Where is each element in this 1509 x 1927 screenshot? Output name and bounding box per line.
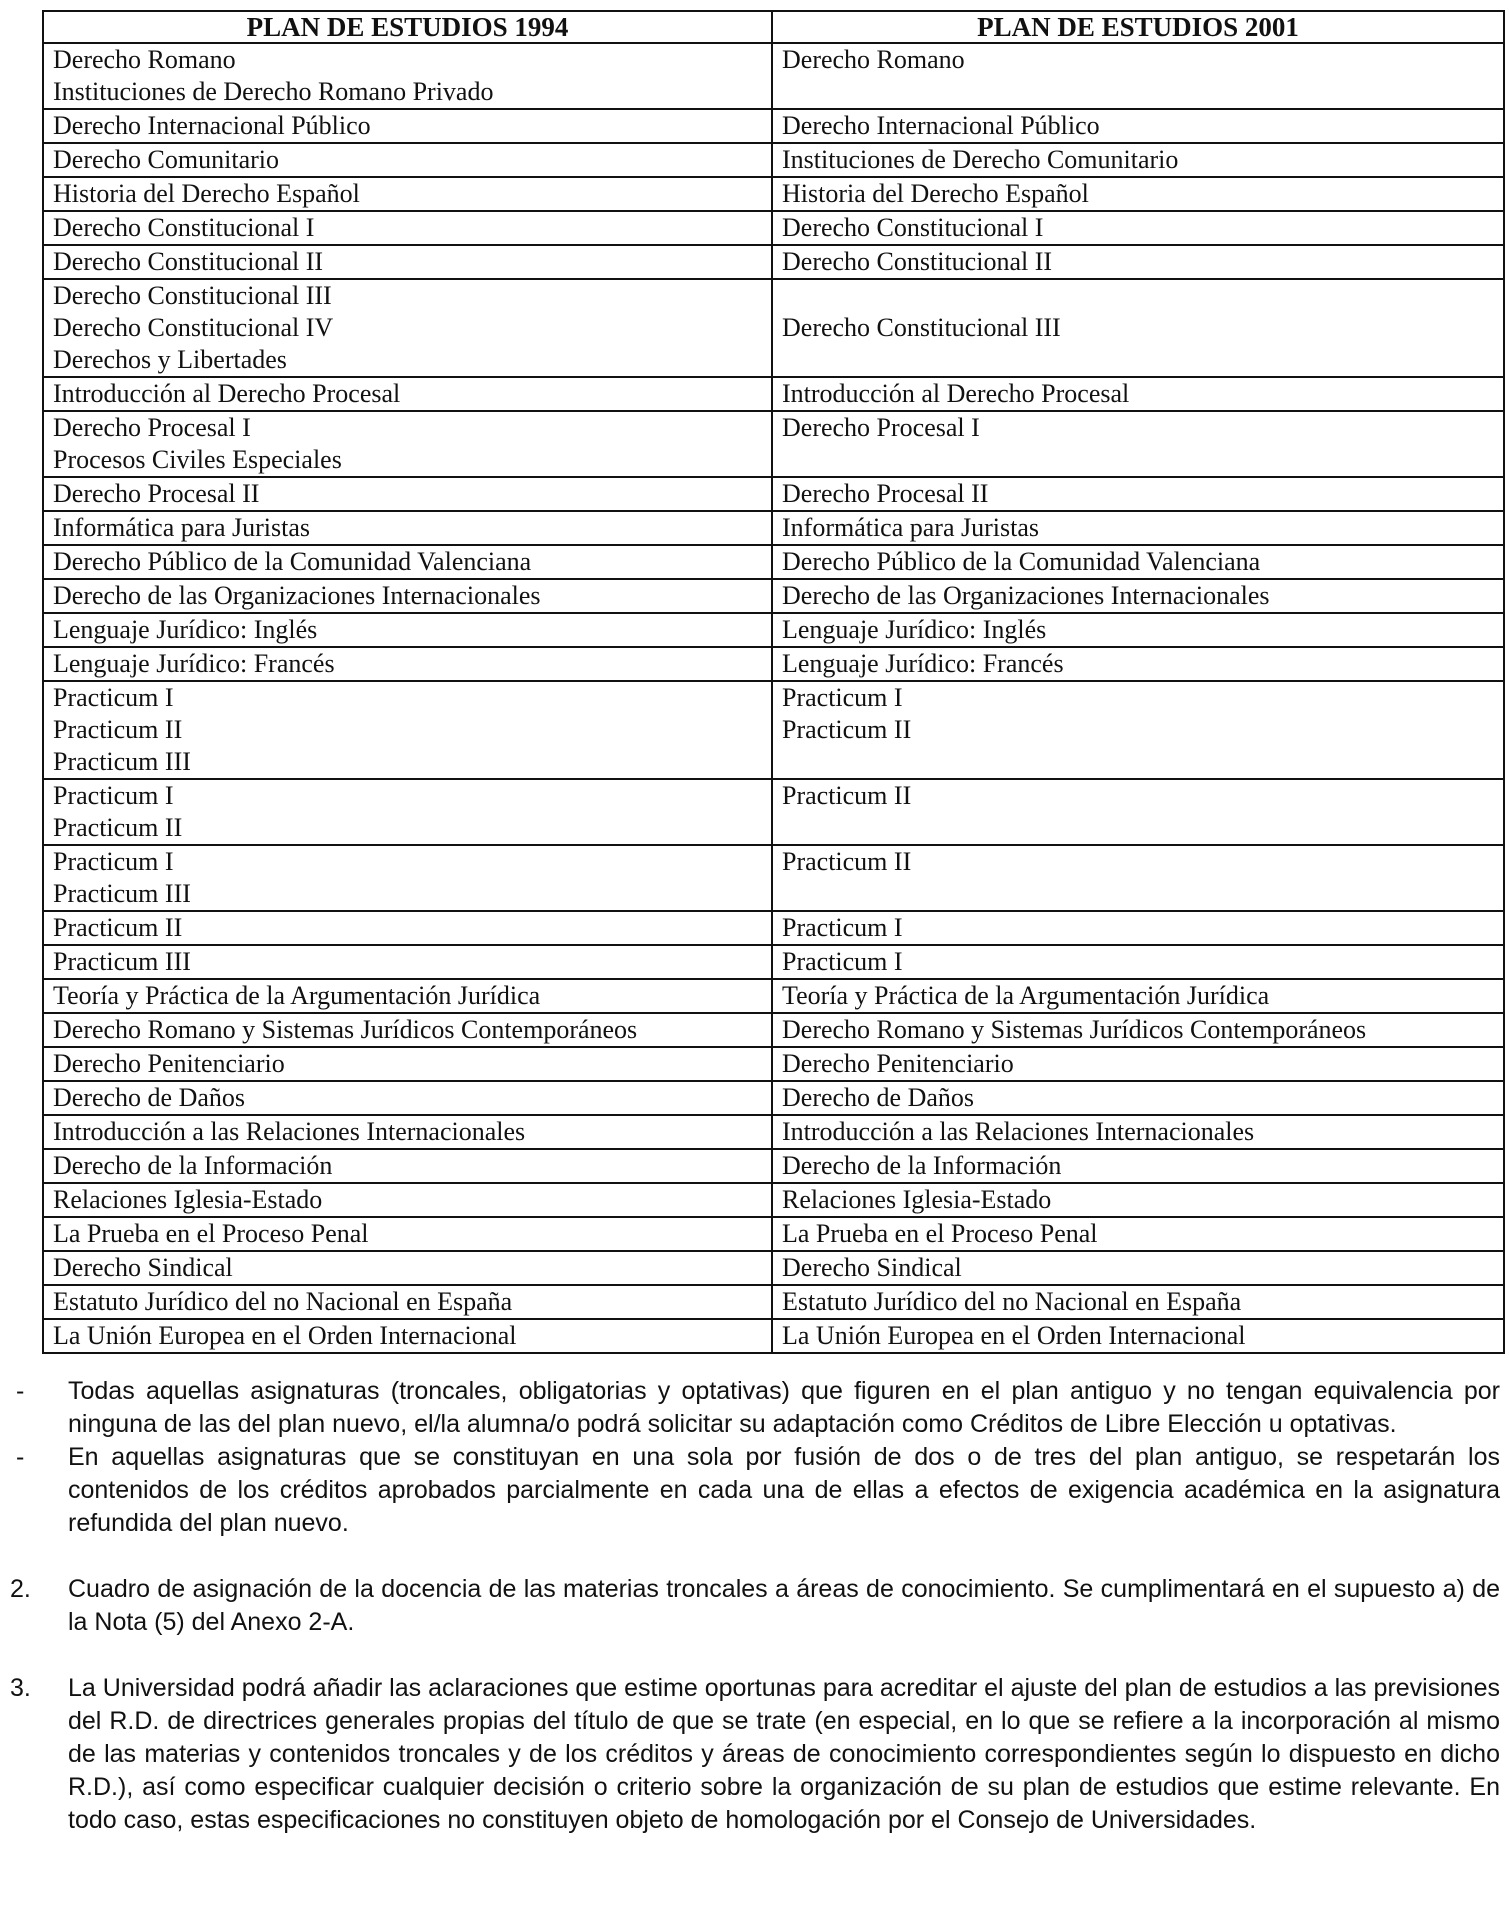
cell-plan-2001 bbox=[772, 143, 1504, 177]
cell-line: Practicum II bbox=[782, 715, 912, 744]
cell-plan-1994 bbox=[43, 545, 772, 579]
cell-plan-1994 bbox=[43, 1183, 772, 1217]
cell-plan-2001 bbox=[772, 109, 1504, 143]
cell-plan-1994 bbox=[43, 1251, 772, 1285]
cell-plan-2001 bbox=[772, 1149, 1504, 1183]
cell-plan-2001 bbox=[772, 613, 1504, 647]
cell-line: Practicum II bbox=[782, 847, 912, 876]
cell-plan-2001 bbox=[772, 945, 1504, 979]
cell-plan-1994 bbox=[43, 613, 772, 647]
cell-line: Lenguaje Jurídico: Inglés bbox=[53, 615, 318, 644]
cell-line: Lenguaje Jurídico: Inglés bbox=[782, 615, 1047, 644]
cell-line: Derecho de Daños bbox=[53, 1083, 246, 1112]
cell-plan-1994 bbox=[43, 211, 772, 245]
cell-line: Derecho Romano bbox=[53, 45, 236, 74]
cell-plan-1994 bbox=[43, 1081, 772, 1115]
cell-plan-2001 bbox=[772, 681, 1504, 779]
cell-plan-1994 bbox=[43, 681, 772, 779]
cell-plan-2001 bbox=[772, 1047, 1504, 1081]
notes-section bbox=[10, 1375, 1500, 1837]
cell-plan-1994 bbox=[43, 647, 772, 681]
note-text: Todas aquellas asignaturas (troncales, obligatorias y optativas) que figuren en el plan antiguo y no tengan equivalencia por ninguna de las del plan nuevo, el/la alumna/o podrá solicitar su adaptación como Créditos de Libre Elección u optativas. bbox=[68, 1377, 1500, 1438]
cell-line: Derecho Penitenciario bbox=[782, 1049, 1014, 1078]
table-row bbox=[43, 1115, 1504, 1149]
table-row bbox=[43, 477, 1504, 511]
cell-plan-2001 bbox=[772, 1251, 1504, 1285]
cell-line: Introducción al Derecho Procesal bbox=[53, 379, 401, 408]
cell-line: Practicum I bbox=[782, 683, 903, 712]
table-row bbox=[43, 211, 1504, 245]
cell-plan-2001 bbox=[772, 579, 1504, 613]
cell-plan-2001 bbox=[772, 647, 1504, 681]
cell-line: Derecho Romano y Sistemas Jurídicos Contemporáneos bbox=[782, 1015, 1367, 1044]
note-marker: - bbox=[16, 1443, 25, 1471]
cell-line: Derecho Sindical bbox=[53, 1253, 233, 1282]
cell-plan-2001 bbox=[772, 845, 1504, 911]
table-row bbox=[43, 1319, 1504, 1353]
table-row bbox=[43, 1081, 1504, 1115]
note-text: Cuadro de asignación de la docencia de las materias troncales a áreas de conocimiento. Se cumplimentará en el supuesto a) de la Nota (5) del Anexo 2-A. bbox=[68, 1575, 1500, 1636]
cell-line: Practicum III bbox=[53, 879, 191, 908]
cell-line: Derecho de las Organizaciones Internacionales bbox=[782, 581, 1270, 610]
cell-line: Derecho Constitucional IV bbox=[53, 313, 334, 342]
cell-line: Derecho Constitucional III bbox=[53, 281, 332, 310]
cell-plan-2001 bbox=[772, 1183, 1504, 1217]
cell-plan-1994 bbox=[43, 1115, 772, 1149]
table-row bbox=[43, 279, 1504, 377]
cell-line: Instituciones de Derecho Comunitario bbox=[782, 145, 1179, 174]
table-row bbox=[43, 613, 1504, 647]
cell-line: Derecho de la Información bbox=[782, 1151, 1062, 1180]
equivalence-table bbox=[42, 10, 1505, 1354]
cell-line: Derecho de la Información bbox=[53, 1151, 333, 1180]
cell-line: Derecho Penitenciario bbox=[53, 1049, 285, 1078]
cell-line: La Unión Europea en el Orden Internacional bbox=[782, 1321, 1246, 1350]
cell-line: Introducción a las Relaciones Internacionales bbox=[782, 1117, 1255, 1146]
table-row bbox=[43, 1251, 1504, 1285]
cell-plan-2001 bbox=[772, 411, 1504, 477]
cell-line: Practicum I bbox=[53, 847, 174, 876]
cell-line: Practicum I bbox=[782, 947, 903, 976]
cell-line: Derecho Romano bbox=[782, 45, 965, 74]
cell-plan-1994 bbox=[43, 779, 772, 845]
note-marker: - bbox=[16, 1377, 25, 1405]
note-numbered-2 bbox=[10, 1573, 1500, 1639]
cell-plan-2001 bbox=[772, 211, 1504, 245]
cell-line: Procesos Civiles Especiales bbox=[53, 445, 342, 474]
cell-plan-1994 bbox=[43, 1319, 772, 1353]
cell-plan-2001 bbox=[772, 779, 1504, 845]
cell-line: Instituciones de Derecho Romano Privado bbox=[53, 77, 494, 106]
header-plan-2001: PLAN DE ESTUDIOS 2001 bbox=[772, 11, 1504, 43]
table-row bbox=[43, 177, 1504, 211]
note-number: 3. bbox=[10, 1674, 31, 1702]
cell-plan-1994 bbox=[43, 1285, 772, 1319]
cell-plan-2001 bbox=[772, 377, 1504, 411]
cell-plan-2001 bbox=[772, 1319, 1504, 1353]
cell-line: Practicum II bbox=[53, 715, 183, 744]
cell-line: Derecho Constitucional I bbox=[782, 213, 1044, 242]
cell-plan-1994 bbox=[43, 1013, 772, 1047]
table-row bbox=[43, 1217, 1504, 1251]
cell-line: Lenguaje Jurídico: Francés bbox=[53, 649, 335, 678]
table-row bbox=[43, 1013, 1504, 1047]
cell-plan-1994 bbox=[43, 109, 772, 143]
cell-plan-1994 bbox=[43, 845, 772, 911]
cell-plan-1994 bbox=[43, 177, 772, 211]
cell-line: Practicum II bbox=[53, 913, 183, 942]
cell-line: Practicum II bbox=[782, 781, 912, 810]
note-numbered-3 bbox=[10, 1672, 1500, 1837]
cell-plan-2001 bbox=[772, 1081, 1504, 1115]
cell-plan-1994 bbox=[43, 979, 772, 1013]
cell-line: Derecho Sindical bbox=[782, 1253, 962, 1282]
table-row bbox=[43, 845, 1504, 911]
table-row bbox=[43, 911, 1504, 945]
cell-line: La Prueba en el Proceso Penal bbox=[53, 1219, 369, 1248]
cell-line: Derecho Romano y Sistemas Jurídicos Contemporáneos bbox=[53, 1015, 638, 1044]
table-row bbox=[43, 647, 1504, 681]
cell-line: Derecho Constitucional II bbox=[53, 247, 324, 276]
cell-plan-2001 bbox=[772, 477, 1504, 511]
table-header-row bbox=[43, 11, 1504, 43]
cell-plan-2001 bbox=[772, 979, 1504, 1013]
table-row bbox=[43, 945, 1504, 979]
note-bullet bbox=[10, 1375, 1500, 1441]
cell-line: La Unión Europea en el Orden Internacional bbox=[53, 1321, 517, 1350]
cell-line: Derecho Constitucional I bbox=[53, 213, 315, 242]
cell-line: Relaciones Iglesia-Estado bbox=[782, 1185, 1052, 1214]
table-row bbox=[43, 1183, 1504, 1217]
cell-plan-1994 bbox=[43, 911, 772, 945]
cell-line: Practicum I bbox=[53, 781, 174, 810]
cell-line: Lenguaje Jurídico: Francés bbox=[782, 649, 1064, 678]
cell-line: Estatuto Jurídico del no Nacional en España bbox=[782, 1287, 1242, 1316]
cell-line: Historia del Derecho Español bbox=[53, 179, 360, 208]
cell-line: Derechos y Libertades bbox=[53, 345, 287, 374]
table-body bbox=[43, 43, 1504, 1353]
table-row bbox=[43, 411, 1504, 477]
cell-plan-1994 bbox=[43, 377, 772, 411]
note-bullet bbox=[10, 1441, 1500, 1540]
cell-line: Derecho Comunitario bbox=[53, 145, 279, 174]
cell-line: Historia del Derecho Español bbox=[782, 179, 1089, 208]
table-row bbox=[43, 109, 1504, 143]
cell-plan-2001 bbox=[772, 1115, 1504, 1149]
table-row bbox=[43, 43, 1504, 109]
note-text: La Universidad podrá añadir las aclaraciones que estime oportunas para acreditar el ajuste del plan de estudios a las previsiones del R.D. de directrices generales propias del título de que se trate (en especial, en lo que se refiere a la incorporación al mismo de las materias y contenidos troncales y de los créditos y áreas de conocimiento correspondientes según lo dispuesto en dicho R.D.), así como especificar cualquier decisión o criterio sobre la organización de su plan de estudios que estime relevante. En todo caso, estas especificaciones no constituyen objeto de homologación por el Consejo de Universidades. bbox=[68, 1674, 1500, 1834]
cell-plan-1994 bbox=[43, 411, 772, 477]
cell-line: Derecho Constitucional III bbox=[782, 313, 1061, 342]
cell-plan-1994 bbox=[43, 945, 772, 979]
cell-plan-1994 bbox=[43, 477, 772, 511]
cell-line: Relaciones Iglesia-Estado bbox=[53, 1185, 323, 1214]
cell-line: Estatuto Jurídico del no Nacional en España bbox=[53, 1287, 513, 1316]
cell-line: Derecho Internacional Público bbox=[53, 111, 371, 140]
cell-line: La Prueba en el Proceso Penal bbox=[782, 1219, 1098, 1248]
cell-line: Practicum I bbox=[53, 683, 174, 712]
cell-plan-1994 bbox=[43, 143, 772, 177]
cell-line: Derecho Procesal I bbox=[782, 413, 980, 442]
cell-line: Derecho Público de la Comunidad Valenciana bbox=[53, 547, 532, 576]
cell-plan-1994 bbox=[43, 279, 772, 377]
table-row bbox=[43, 579, 1504, 613]
note-number: 2. bbox=[10, 1575, 31, 1603]
cell-line: Derecho de las Organizaciones Internacionales bbox=[53, 581, 541, 610]
cell-plan-2001 bbox=[772, 43, 1504, 109]
note-text: En aquellas asignaturas que se constituyan en una sola por fusión de dos o de tres del plan antiguo, se respetarán los contenidos de los créditos aprobados parcialmente en cada una de ellas a efectos de exigencia académica en la asignatura refundida del plan nuevo. bbox=[68, 1443, 1500, 1537]
cell-plan-1994 bbox=[43, 1149, 772, 1183]
table-row bbox=[43, 1047, 1504, 1081]
cell-line: Derecho Constitucional II bbox=[782, 247, 1053, 276]
cell-plan-1994 bbox=[43, 511, 772, 545]
table-row bbox=[43, 979, 1504, 1013]
cell-line: Derecho Procesal II bbox=[782, 479, 989, 508]
cell-plan-1994 bbox=[43, 579, 772, 613]
cell-plan-2001 bbox=[772, 1217, 1504, 1251]
cell-line: Derecho Internacional Público bbox=[782, 111, 1100, 140]
cell-line: Practicum II bbox=[53, 813, 183, 842]
cell-plan-1994 bbox=[43, 1217, 772, 1251]
cell-plan-1994 bbox=[43, 245, 772, 279]
cell-plan-2001 bbox=[772, 911, 1504, 945]
cell-line: Practicum III bbox=[53, 747, 191, 776]
cell-line: Practicum I bbox=[782, 913, 903, 942]
cell-line: Introducción a las Relaciones Internacionales bbox=[53, 1117, 526, 1146]
cell-line: Derecho Procesal I bbox=[53, 413, 251, 442]
cell-line: Introducción al Derecho Procesal bbox=[782, 379, 1130, 408]
cell-plan-2001 bbox=[772, 245, 1504, 279]
cell-plan-2001 bbox=[772, 1013, 1504, 1047]
table-row bbox=[43, 779, 1504, 845]
table-row bbox=[43, 1285, 1504, 1319]
cell-plan-2001 bbox=[772, 279, 1504, 377]
cell-line: Practicum III bbox=[53, 947, 191, 976]
cell-line: Derecho Público de la Comunidad Valenciana bbox=[782, 547, 1261, 576]
cell-line: Derecho de Daños bbox=[782, 1083, 975, 1112]
cell-line: Teoría y Práctica de la Argumentación Jurídica bbox=[782, 981, 1270, 1010]
cell-plan-1994 bbox=[43, 43, 772, 109]
table-row bbox=[43, 545, 1504, 579]
cell-plan-2001 bbox=[772, 177, 1504, 211]
cell-plan-1994 bbox=[43, 1047, 772, 1081]
cell-plan-2001 bbox=[772, 511, 1504, 545]
table-row bbox=[43, 1149, 1504, 1183]
table-row bbox=[43, 143, 1504, 177]
cell-line: Derecho Procesal II bbox=[53, 479, 260, 508]
cell-line: Teoría y Práctica de la Argumentación Jurídica bbox=[53, 981, 541, 1010]
cell-plan-2001 bbox=[772, 545, 1504, 579]
cell-plan-2001 bbox=[772, 1285, 1504, 1319]
table-row bbox=[43, 511, 1504, 545]
table-row bbox=[43, 245, 1504, 279]
table-row bbox=[43, 377, 1504, 411]
table-row bbox=[43, 681, 1504, 779]
header-plan-1994: PLAN DE ESTUDIOS 1994 bbox=[43, 11, 772, 43]
cell-line: Informática para Juristas bbox=[782, 513, 1040, 542]
cell-line: Informática para Juristas bbox=[53, 513, 311, 542]
